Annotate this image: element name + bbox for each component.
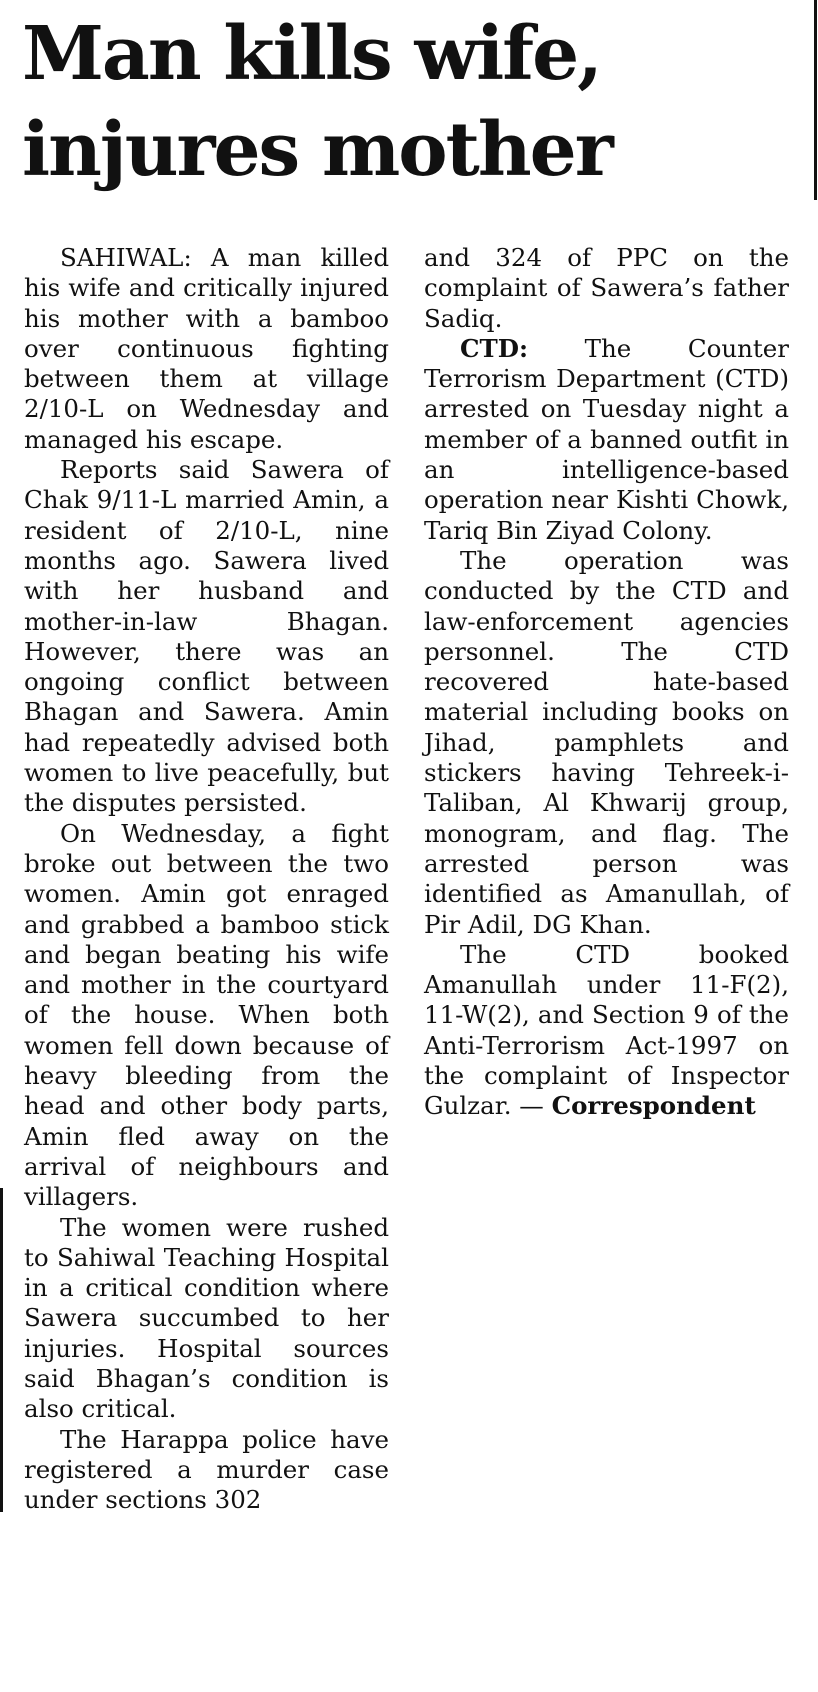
story2-lead: CTD: bbox=[460, 333, 529, 363]
headline-line-2: injures mother bbox=[22, 107, 612, 193]
story1-paragraph-2: Reports said Sawera of Chak 9/11-L married Amin, a resident of 2/10-L, nine months ago. Sawera lived with her husband and mother-in-law Bhagan. However, there was an ongoing conflict between Bhagan and Sawera. Amin had repeatedly advised both women to live peacefully, but the disputes persisted. bbox=[24, 455, 389, 818]
story2-paragraph-1 bbox=[424, 334, 789, 546]
column-rule-right bbox=[814, 0, 817, 200]
story2-p1-text: The Counter Terrorism Department (CTD) arrested on Tuesday night a member of a banned outfit in an intelligence-based operation near Kishti Chowk, Tariq Bin Ziyad Colony. bbox=[424, 333, 789, 545]
headline bbox=[22, 6, 792, 198]
story1-paragraph-5: The Harappa police have registered a murder case under sections 302 bbox=[24, 1424, 389, 1515]
story2-p3-text: The CTD booked Amanullah under 11-F(2), 11-W(2), and Section 9 of the Anti-Terrorism Act-1997 on the complaint of Inspector Gulzar. — bbox=[424, 939, 789, 1121]
column-rule-left bbox=[0, 1188, 3, 1512]
story1-paragraph-1 bbox=[24, 243, 389, 455]
story1-paragraph-3: On Wednesday, a fight broke out between the two women. Amin got enraged and grabbed a bamboo stick and began beating his wife and mother in the courtyard of the house. When both women fell down because of heavy bleeding from the head and other body parts, Amin fled away on the arrival of neighbours and villagers. bbox=[24, 818, 389, 1212]
article-column-right bbox=[424, 243, 789, 1122]
byline: Correspondent bbox=[551, 1091, 756, 1121]
story2-paragraph-2: The operation was conducted by the CTD and law-enforcement agencies personnel. The CTD recovered hate-based material including books on Jihad, pamphlets and stickers having Tehreek-i-Taliban, Al Khwarij group, monogram, and flag. The arrested person was identified as Amanullah, of Pir Adil, DG Khan. bbox=[424, 545, 789, 939]
dateline: SAHIWAL: bbox=[60, 243, 192, 272]
headline-line-1: Man kills wife, bbox=[22, 11, 601, 97]
story1-paragraph-5-continued: and 324 of PPC on the complaint of Sawera’s father Sadiq. bbox=[424, 243, 789, 333]
story2-paragraph-3 bbox=[424, 940, 789, 1122]
article-column-left bbox=[24, 243, 389, 1515]
story1-p1-text: A man killed his wife and critically injured his mother with a bamboo over continuous fighting between them at village 2/10-L on Wednesday and managed his escape. bbox=[24, 243, 389, 454]
story1-paragraph-4: The women were rushed to Sahiwal Teaching Hospital in a critical condition where Sawera succumbed to her injuries. Hospital sources said Bhagan’s condition is also critical. bbox=[24, 1212, 389, 1424]
